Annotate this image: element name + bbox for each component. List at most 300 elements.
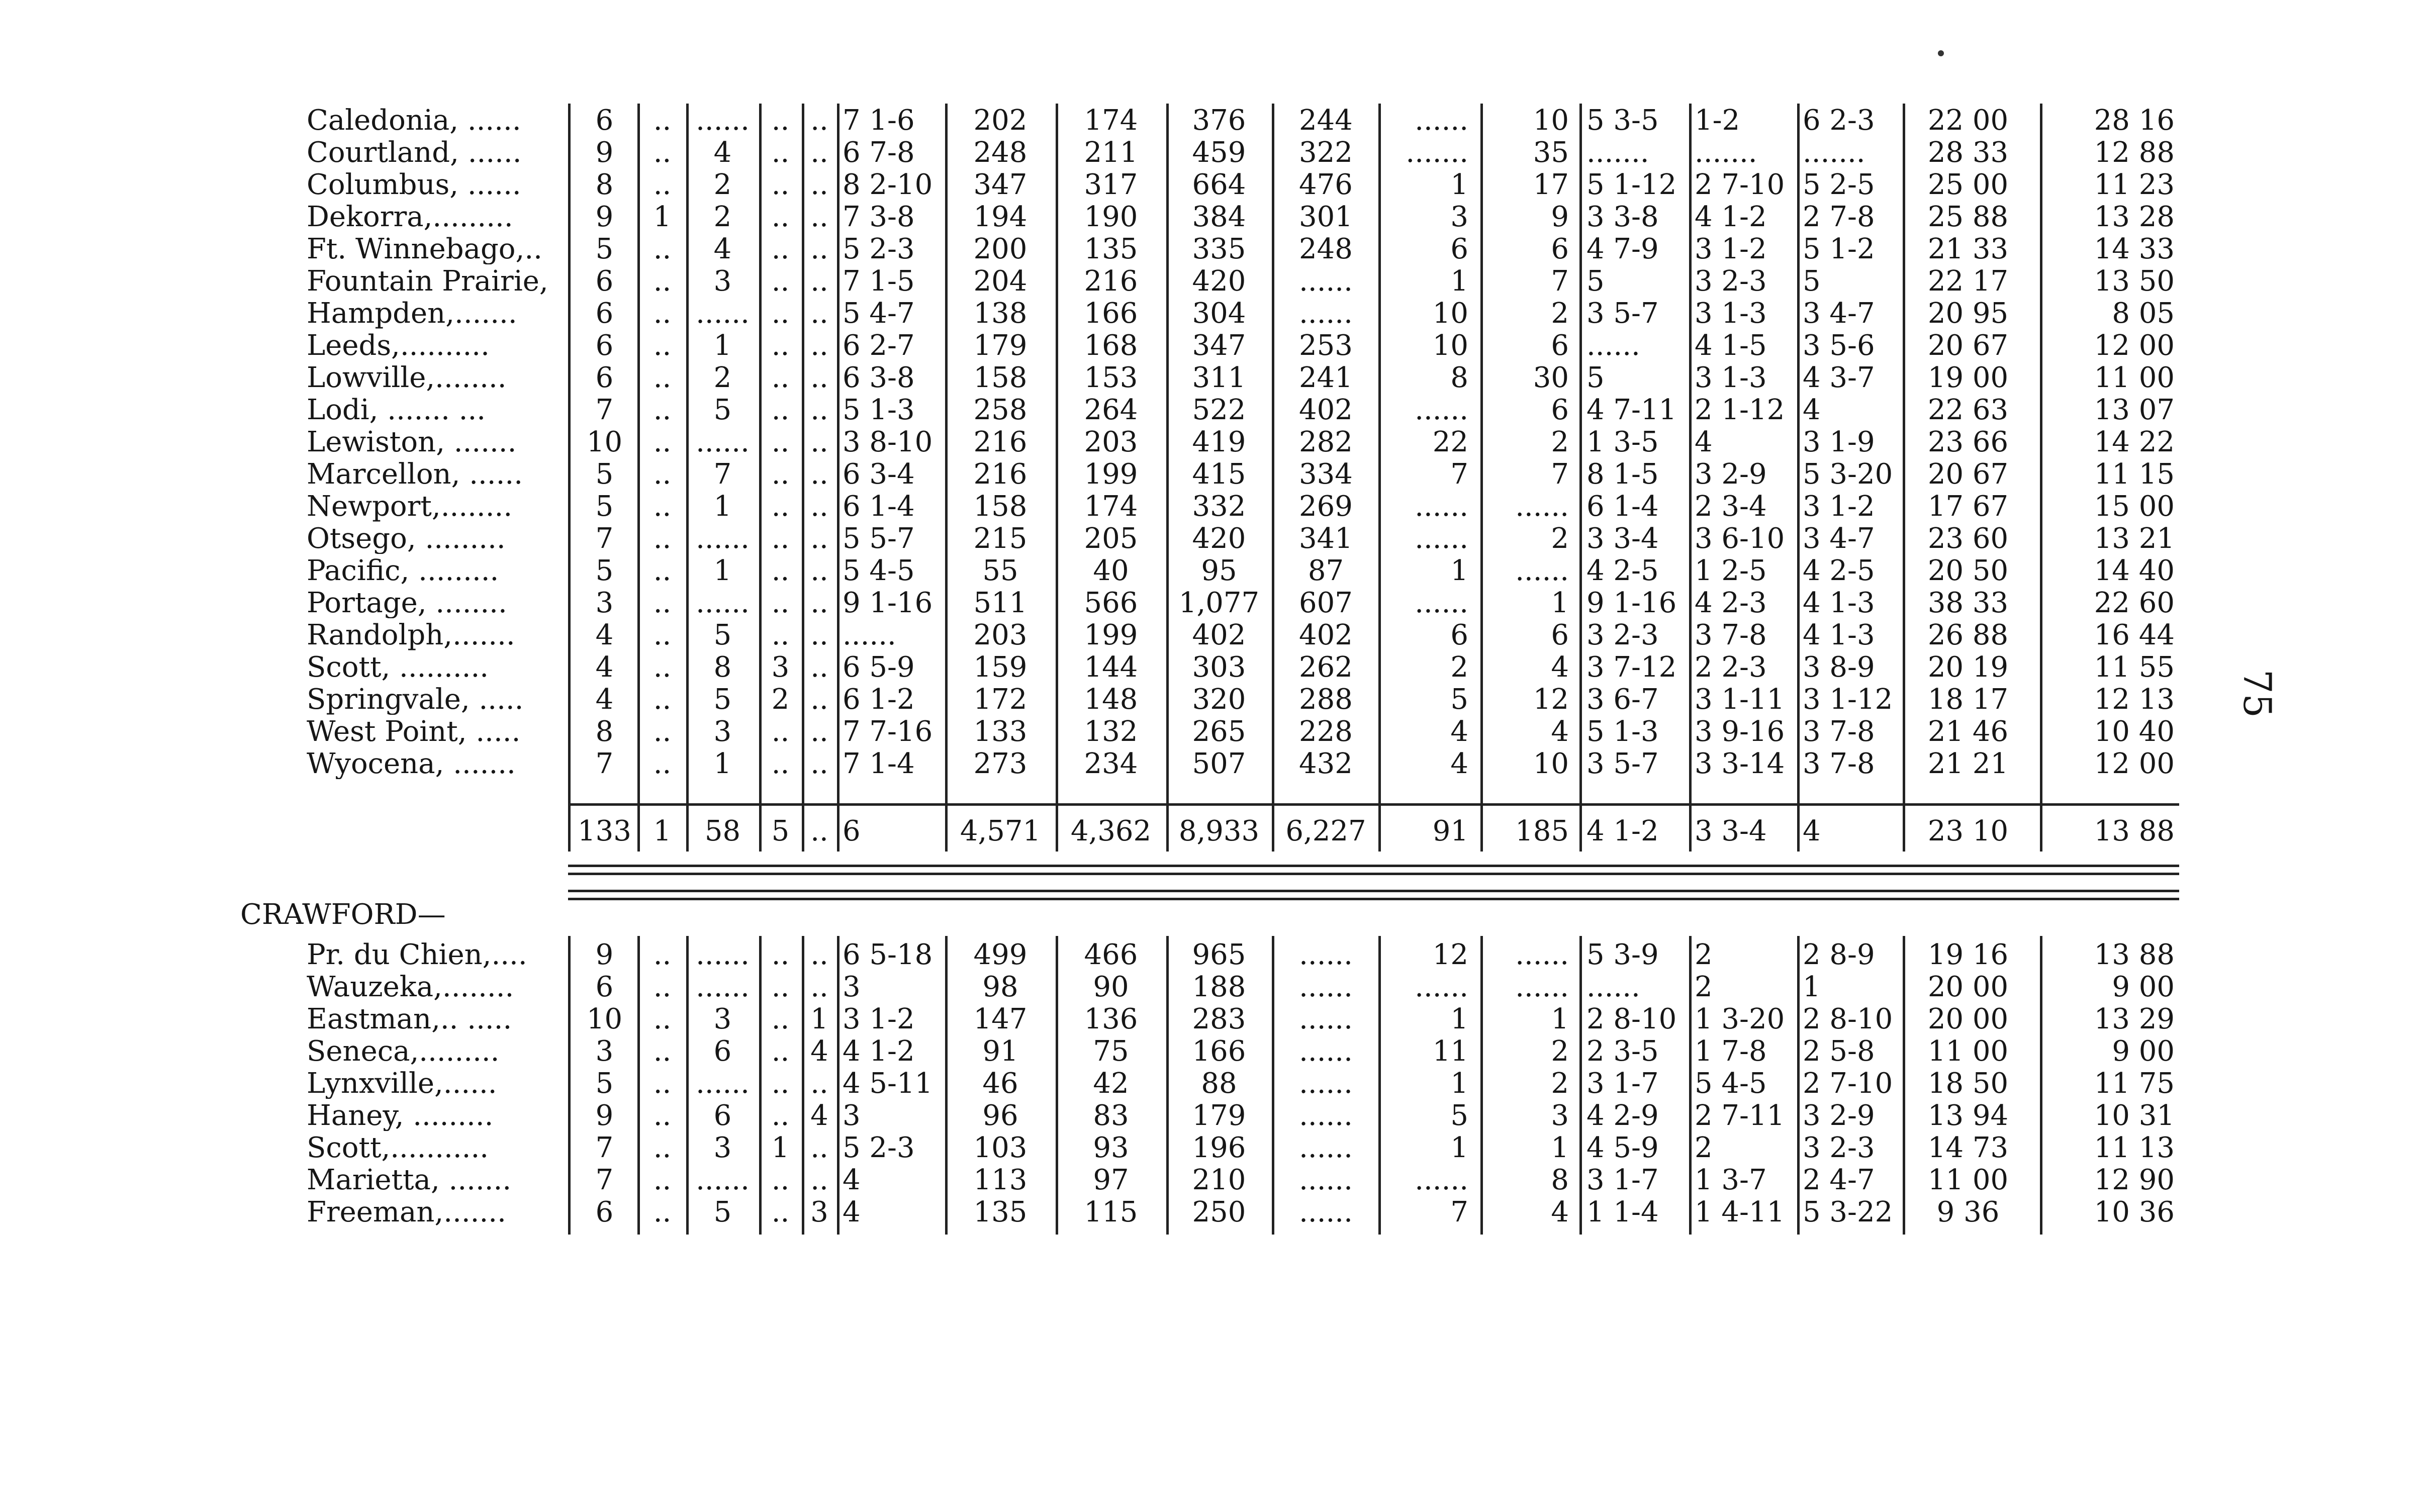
table-row: [0, 524, 2428, 554]
cell-col-q: 15 00: [2094, 490, 2175, 523]
cell-col-m: 2 3-5: [1586, 1035, 1659, 1068]
cell-col-f: 7 1-6: [843, 104, 915, 137]
cell-col-i: 179: [1192, 1099, 1246, 1132]
cell-col-c: ......: [696, 587, 750, 619]
table-row: [0, 202, 2428, 232]
cell-col-a: 6: [595, 265, 614, 298]
table-row: [0, 1197, 2428, 1227]
cell-col-i: 320: [1192, 683, 1246, 716]
cell-col-n: 1 3-20: [1695, 1003, 1785, 1035]
cell-col-d: 5: [771, 815, 790, 847]
page-number: 75: [2235, 669, 2280, 718]
cell-col-q: 12 00: [2094, 747, 2175, 780]
cell-col-p: 20 00: [1927, 1003, 2009, 1035]
cell-col-k: 4: [1450, 715, 1468, 748]
cell-col-p: 22 63: [1927, 394, 2009, 426]
cell-col-o: 4 3-7: [1803, 361, 1875, 394]
cell-col-c: 8: [713, 651, 732, 684]
cell-col-g: 172: [973, 683, 1028, 716]
cell-col-g: 203: [973, 619, 1028, 651]
total-row: [0, 816, 2428, 846]
cell-col-l: ......: [1515, 971, 1569, 1003]
cell-col-k: ......: [1415, 587, 1468, 619]
cell-col-l: 4: [1551, 651, 1569, 684]
cell-col-b: ..: [653, 554, 672, 587]
cell-col-l: 6: [1551, 233, 1569, 265]
cell-col-e: 1: [810, 1003, 828, 1035]
cell-col-e: ..: [810, 1067, 828, 1100]
table-row: [0, 266, 2428, 297]
cell-col-e: ..: [810, 394, 828, 426]
cell-col-i: 384: [1192, 201, 1246, 233]
cell-col-o: 2 5-8: [1803, 1035, 1875, 1068]
cell-col-g: 96: [982, 1099, 1018, 1132]
table-row: [0, 331, 2428, 361]
cell-col-i: 95: [1201, 554, 1237, 587]
column-rule: [1689, 104, 1692, 852]
cell-col-c: ......: [696, 1067, 750, 1100]
cell-col-m: ......: [1586, 971, 1640, 1003]
cell-col-m: 2 8-10: [1586, 1003, 1677, 1035]
table-row: [0, 1036, 2428, 1067]
cell-col-a: 10: [586, 426, 623, 458]
cell-col-a: 5: [595, 233, 614, 265]
cell-col-p: 23 66: [1927, 426, 2009, 458]
cell-col-f: 6 5-18: [843, 938, 933, 971]
cell-col-q: 11 00: [2094, 361, 2175, 394]
cell-col-g: 91: [982, 1035, 1018, 1068]
cell-col-n: 3 7-8: [1695, 619, 1767, 651]
cell-col-d: 3: [771, 651, 790, 684]
cell-col-k: ......: [1415, 104, 1468, 137]
cell-col-m: 3 3-8: [1586, 201, 1659, 233]
cell-col-f: 3: [843, 1099, 861, 1132]
cell-col-p: 22 00: [1927, 104, 2009, 137]
cell-col-i: 188: [1192, 971, 1246, 1003]
cell-col-j: 341: [1299, 522, 1353, 555]
cell-col-n: 1 3-7: [1695, 1164, 1767, 1196]
town-name: Eastman,.. .....: [307, 1004, 512, 1034]
cell-col-q: 16 44: [2094, 619, 2175, 651]
cell-col-d: ..: [771, 201, 790, 233]
cell-col-m: 4 2-5: [1586, 554, 1659, 587]
cell-col-p: 20 00: [1927, 971, 2009, 1003]
cell-col-f: 3 8-10: [843, 426, 933, 458]
column-rule: [568, 104, 571, 852]
cell-col-a: 9: [595, 136, 614, 169]
cell-col-i: 420: [1192, 522, 1246, 555]
table-row: [0, 749, 2428, 779]
cell-col-m: .......: [1586, 136, 1649, 169]
cell-col-q: 28 16: [2094, 104, 2175, 137]
cell-col-b: ..: [653, 1099, 672, 1132]
cell-col-q: 13 88: [2094, 938, 2175, 971]
cell-col-q: 12 13: [2094, 683, 2175, 716]
cell-col-l: 1: [1551, 1131, 1569, 1164]
cell-col-n: 2 3-4: [1695, 490, 1767, 523]
cell-col-o: 6 2-3: [1803, 104, 1875, 137]
cell-col-d: ..: [771, 1067, 790, 1100]
cell-col-f: 6 1-4: [843, 490, 915, 523]
cell-col-k: 6: [1450, 233, 1468, 265]
cell-col-j: 244: [1299, 104, 1353, 137]
cell-col-c: ......: [696, 426, 750, 458]
cell-col-f: 7 1-5: [843, 265, 915, 298]
column-rule: [1166, 936, 1169, 1235]
cell-col-l: 2: [1551, 1067, 1569, 1100]
cell-col-i: 196: [1192, 1131, 1246, 1164]
cell-col-m: 5 1-3: [1586, 715, 1659, 748]
table-row: [0, 1069, 2428, 1099]
cell-col-g: 159: [973, 651, 1028, 684]
cell-col-p: 21 21: [1927, 747, 2009, 780]
cell-col-m: 5: [1586, 361, 1605, 394]
cell-col-b: ..: [653, 1164, 672, 1196]
cell-col-m: 4 7-11: [1586, 394, 1677, 426]
cell-col-l: 30: [1533, 361, 1569, 394]
cell-col-e: ..: [810, 683, 828, 716]
cell-col-m: 3 7-12: [1586, 651, 1677, 684]
cell-col-h: 317: [1084, 168, 1138, 201]
cell-col-d: ..: [771, 490, 790, 523]
town-name: Lodi, ....... ...: [307, 395, 486, 425]
cell-col-b: ..: [653, 587, 672, 619]
cell-col-h: 90: [1093, 971, 1129, 1003]
cell-col-p: 23 60: [1927, 522, 2009, 555]
cell-col-d: ..: [771, 297, 790, 330]
cell-col-l: 2: [1551, 426, 1569, 458]
cell-col-i: 664: [1192, 168, 1246, 201]
cell-col-k: ......: [1415, 1164, 1468, 1196]
cell-col-c: 1: [713, 554, 732, 587]
cell-col-f: 6 3-8: [843, 361, 915, 394]
cell-col-f: 6 2-7: [843, 329, 915, 362]
cell-col-n: 2 2-3: [1695, 651, 1767, 684]
cell-col-j: ......: [1299, 1099, 1353, 1132]
cell-col-a: 5: [595, 554, 614, 587]
cell-col-f: 5 1-3: [843, 394, 915, 426]
table-row: [0, 170, 2428, 200]
cell-col-b: ..: [653, 715, 672, 748]
cell-col-l: 6: [1551, 619, 1569, 651]
cell-col-i: 420: [1192, 265, 1246, 298]
cell-col-p: 21 46: [1927, 715, 2009, 748]
cell-col-d: ..: [771, 394, 790, 426]
cell-col-c: 5: [713, 1196, 732, 1228]
cell-col-f: 6 7-8: [843, 136, 915, 169]
cell-col-j: 288: [1299, 683, 1353, 716]
cell-col-q: 9 00: [2112, 1035, 2175, 1068]
cell-col-g: 204: [973, 265, 1028, 298]
cell-col-q: 11 13: [2094, 1131, 2175, 1164]
cell-col-m: 5 1-12: [1586, 168, 1677, 201]
cell-col-m: 3 5-7: [1586, 297, 1659, 330]
cell-col-b: ..: [653, 136, 672, 169]
cell-col-a: 5: [595, 458, 614, 491]
cell-col-a: 8: [595, 715, 614, 748]
column-rule: [1378, 104, 1381, 852]
cell-col-d: ..: [771, 1099, 790, 1132]
column-rule: [637, 104, 640, 852]
cell-col-k: 12: [1432, 938, 1468, 971]
cell-col-k: 8: [1450, 361, 1468, 394]
table-row: [0, 972, 2428, 1002]
cell-col-a: 5: [595, 490, 614, 523]
cell-col-j: 607: [1299, 587, 1353, 619]
cell-col-e: ..: [810, 490, 828, 523]
cell-col-e: ..: [810, 136, 828, 169]
town-name: Randolph,.......: [307, 620, 515, 650]
cell-col-d: ..: [771, 522, 790, 555]
cell-col-n: 2 7-11: [1695, 1099, 1785, 1132]
cell-col-i: 459: [1192, 136, 1246, 169]
cell-col-q: 14 40: [2094, 554, 2175, 587]
cell-col-k: 1: [1450, 168, 1468, 201]
cell-col-h: 93: [1093, 1131, 1129, 1164]
cell-col-o: 3 4-7: [1803, 297, 1875, 330]
town-name: Scott,...........: [307, 1133, 489, 1163]
town-name: Lynxville,......: [307, 1069, 497, 1099]
cell-col-c: 3: [713, 265, 732, 298]
cell-col-l: 2: [1551, 297, 1569, 330]
cell-col-o: 4 1-3: [1803, 619, 1875, 651]
column-rule: [1166, 104, 1169, 852]
table-row: [0, 1165, 2428, 1195]
cell-col-d: ..: [771, 361, 790, 394]
column-rule: [2040, 936, 2042, 1235]
cell-col-c: ......: [696, 971, 750, 1003]
cell-col-j: ......: [1299, 1196, 1353, 1228]
cell-col-b: ..: [653, 265, 672, 298]
column-rule: [1579, 104, 1582, 852]
table-row: [0, 556, 2428, 586]
cell-col-f: 6 3-4: [843, 458, 915, 491]
cell-col-n: 1-2: [1695, 104, 1740, 137]
cell-col-n: 1 7-8: [1695, 1035, 1767, 1068]
town-name: Wauzeka,........: [307, 972, 514, 1002]
table-row: [0, 427, 2428, 457]
cell-col-b: ..: [653, 938, 672, 971]
cell-col-j: 269: [1299, 490, 1353, 523]
cell-col-n: 1 2-5: [1695, 554, 1767, 587]
cell-col-e: ..: [810, 715, 828, 748]
cell-col-e: ..: [810, 458, 828, 491]
cell-col-b: ..: [653, 426, 672, 458]
cell-col-k: 7: [1450, 1196, 1468, 1228]
row-rule: [568, 803, 2179, 806]
cell-col-q: 11 75: [2094, 1067, 2175, 1100]
town-name: Pr. du Chien,....: [307, 940, 527, 970]
column-rule: [1797, 936, 1800, 1235]
cell-col-o: 3 8-9: [1803, 651, 1875, 684]
cell-col-d: ..: [771, 587, 790, 619]
cell-col-j: ......: [1299, 1035, 1353, 1068]
cell-col-f: 6 5-9: [843, 651, 915, 684]
column-rule: [568, 936, 571, 1235]
cell-col-b: ..: [653, 619, 672, 651]
cell-col-h: 115: [1084, 1196, 1138, 1228]
cell-col-k: 1: [1450, 265, 1468, 298]
cell-col-j: 6,227: [1285, 815, 1366, 847]
cell-col-e: ..: [810, 651, 828, 684]
table-row: [0, 234, 2428, 264]
column-rule: [637, 936, 640, 1235]
cell-col-e: 3: [810, 1196, 828, 1228]
cell-col-f: 5 4-7: [843, 297, 915, 330]
cell-col-m: 3 5-7: [1586, 747, 1659, 780]
cell-col-m: 6 1-4: [1586, 490, 1659, 523]
cell-col-d: ..: [771, 136, 790, 169]
cell-col-b: ..: [653, 297, 672, 330]
cell-col-n: 4 1-5: [1695, 329, 1767, 362]
cell-col-n: 3 1-11: [1695, 683, 1785, 716]
cell-col-o: 3 1-2: [1803, 490, 1875, 523]
cell-col-n: 3 9-16: [1695, 715, 1785, 748]
cell-col-l: ......: [1515, 554, 1569, 587]
column-rule: [1797, 104, 1800, 852]
cell-col-i: 88: [1201, 1067, 1237, 1100]
cell-col-a: 3: [595, 1035, 614, 1068]
table-row: [0, 138, 2428, 168]
cell-col-e: ..: [810, 971, 828, 1003]
town-name: Newport,........: [307, 492, 513, 522]
cell-col-f: 5 4-5: [843, 554, 915, 587]
cell-col-q: 8 05: [2112, 297, 2175, 330]
cell-col-b: ..: [653, 971, 672, 1003]
cell-col-j: ......: [1299, 297, 1353, 330]
cell-col-k: 2: [1450, 651, 1468, 684]
town-name: Lowville,........: [307, 363, 507, 393]
cell-col-a: 6: [595, 329, 614, 362]
cell-col-c: 1: [713, 329, 732, 362]
column-rule: [1903, 104, 1905, 852]
table-row: [0, 492, 2428, 522]
cell-col-n: 3 1-2: [1695, 233, 1767, 265]
table-row: [0, 1004, 2428, 1034]
cell-col-f: 8 2-10: [843, 168, 933, 201]
cell-col-o: 3 2-9: [1803, 1099, 1875, 1132]
cell-col-p: 18 17: [1927, 683, 2009, 716]
cell-col-m: 5 3-5: [1586, 104, 1659, 137]
cell-col-n: 2: [1695, 971, 1713, 1003]
town-name: Columbus, ......: [307, 170, 521, 200]
cell-col-j: 322: [1299, 136, 1353, 169]
cell-col-e: ..: [810, 297, 828, 330]
cell-col-d: ..: [771, 233, 790, 265]
cell-col-k: 3: [1450, 201, 1468, 233]
cell-col-l: 4: [1551, 1196, 1569, 1228]
cell-col-n: 1 4-11: [1695, 1196, 1785, 1228]
cell-col-i: 376: [1192, 104, 1246, 137]
cell-col-f: 7 1-4: [843, 747, 915, 780]
cell-col-j: 248: [1299, 233, 1353, 265]
cell-col-k: 1: [1450, 1003, 1468, 1035]
cell-col-i: 8,933: [1178, 815, 1260, 847]
cell-col-d: ..: [771, 554, 790, 587]
cell-col-d: ..: [771, 1196, 790, 1228]
cell-col-n: 3 3-14: [1695, 747, 1785, 780]
cell-col-f: 3: [843, 971, 861, 1003]
cell-col-a: 9: [595, 201, 614, 233]
cell-col-g: 511: [973, 587, 1028, 619]
cell-col-o: .......: [1803, 136, 1865, 169]
cell-col-h: 199: [1084, 458, 1138, 491]
cell-col-n: 2: [1695, 938, 1713, 971]
cell-col-a: 6: [595, 104, 614, 137]
cell-col-f: 5 5-7: [843, 522, 915, 555]
table-row: [0, 1133, 2428, 1163]
cell-col-f: 6: [843, 815, 861, 847]
cell-col-k: ......: [1415, 971, 1468, 1003]
cell-col-h: 168: [1084, 329, 1138, 362]
town-name: Springvale, .....: [307, 685, 524, 715]
cell-col-d: ..: [771, 458, 790, 491]
cell-col-m: 4 7-9: [1586, 233, 1659, 265]
cell-col-n: 3 2-3: [1695, 265, 1767, 298]
cell-col-g: 103: [973, 1131, 1028, 1164]
town-name: Pacific, .........: [307, 556, 499, 586]
cell-col-c: ......: [696, 522, 750, 555]
cell-col-e: ..: [810, 747, 828, 780]
cell-col-b: 1: [653, 815, 672, 847]
cell-col-n: 5 4-5: [1695, 1067, 1767, 1100]
cell-col-q: 9 00: [2112, 971, 2175, 1003]
ink-speck: [1938, 50, 1944, 56]
cell-col-m: 1 1-4: [1586, 1196, 1659, 1228]
cell-col-k: .......: [1406, 136, 1468, 169]
cell-col-c: 58: [704, 815, 741, 847]
cell-col-f: 7 3-8: [843, 201, 915, 233]
cell-col-f: 4 5-11: [843, 1067, 933, 1100]
cell-col-o: 5 2-5: [1803, 168, 1875, 201]
cell-col-d: ..: [771, 329, 790, 362]
cell-col-b: ..: [653, 361, 672, 394]
cell-col-a: 6: [595, 297, 614, 330]
cell-col-n: 2 7-10: [1695, 168, 1785, 201]
cell-col-p: 20 50: [1927, 554, 2009, 587]
town-name: Haney, .........: [307, 1101, 494, 1131]
cell-col-h: 216: [1084, 265, 1138, 298]
cell-col-j: 282: [1299, 426, 1353, 458]
cell-col-h: 83: [1093, 1099, 1129, 1132]
cell-col-c: 3: [713, 1131, 732, 1164]
cell-col-g: 138: [973, 297, 1028, 330]
cell-col-g: 200: [973, 233, 1028, 265]
row-rule: [568, 873, 2179, 875]
cell-col-g: 135: [973, 1196, 1028, 1228]
cell-col-q: 13 88: [2094, 815, 2175, 847]
cell-col-c: 2: [713, 168, 732, 201]
town-name: West Point, .....: [307, 717, 521, 747]
cell-col-l: 6: [1551, 394, 1569, 426]
cell-col-e: ..: [810, 587, 828, 619]
cell-col-b: ..: [653, 747, 672, 780]
row-rule: [568, 865, 2179, 867]
cell-col-l: 35: [1533, 136, 1569, 169]
cell-col-g: 46: [982, 1067, 1018, 1100]
cell-col-q: 13 21: [2094, 522, 2175, 555]
cell-col-p: 22 17: [1927, 265, 2009, 298]
cell-col-h: 211: [1084, 136, 1138, 169]
cell-col-k: 11: [1432, 1035, 1468, 1068]
cell-col-n: 3 1-3: [1695, 361, 1767, 394]
table-row: [0, 459, 2428, 490]
cell-col-e: ..: [810, 619, 828, 651]
cell-col-i: 965: [1192, 938, 1246, 971]
cell-col-c: 2: [713, 361, 732, 394]
cell-col-m: 3 1-7: [1586, 1164, 1659, 1196]
cell-col-c: 7: [713, 458, 732, 491]
